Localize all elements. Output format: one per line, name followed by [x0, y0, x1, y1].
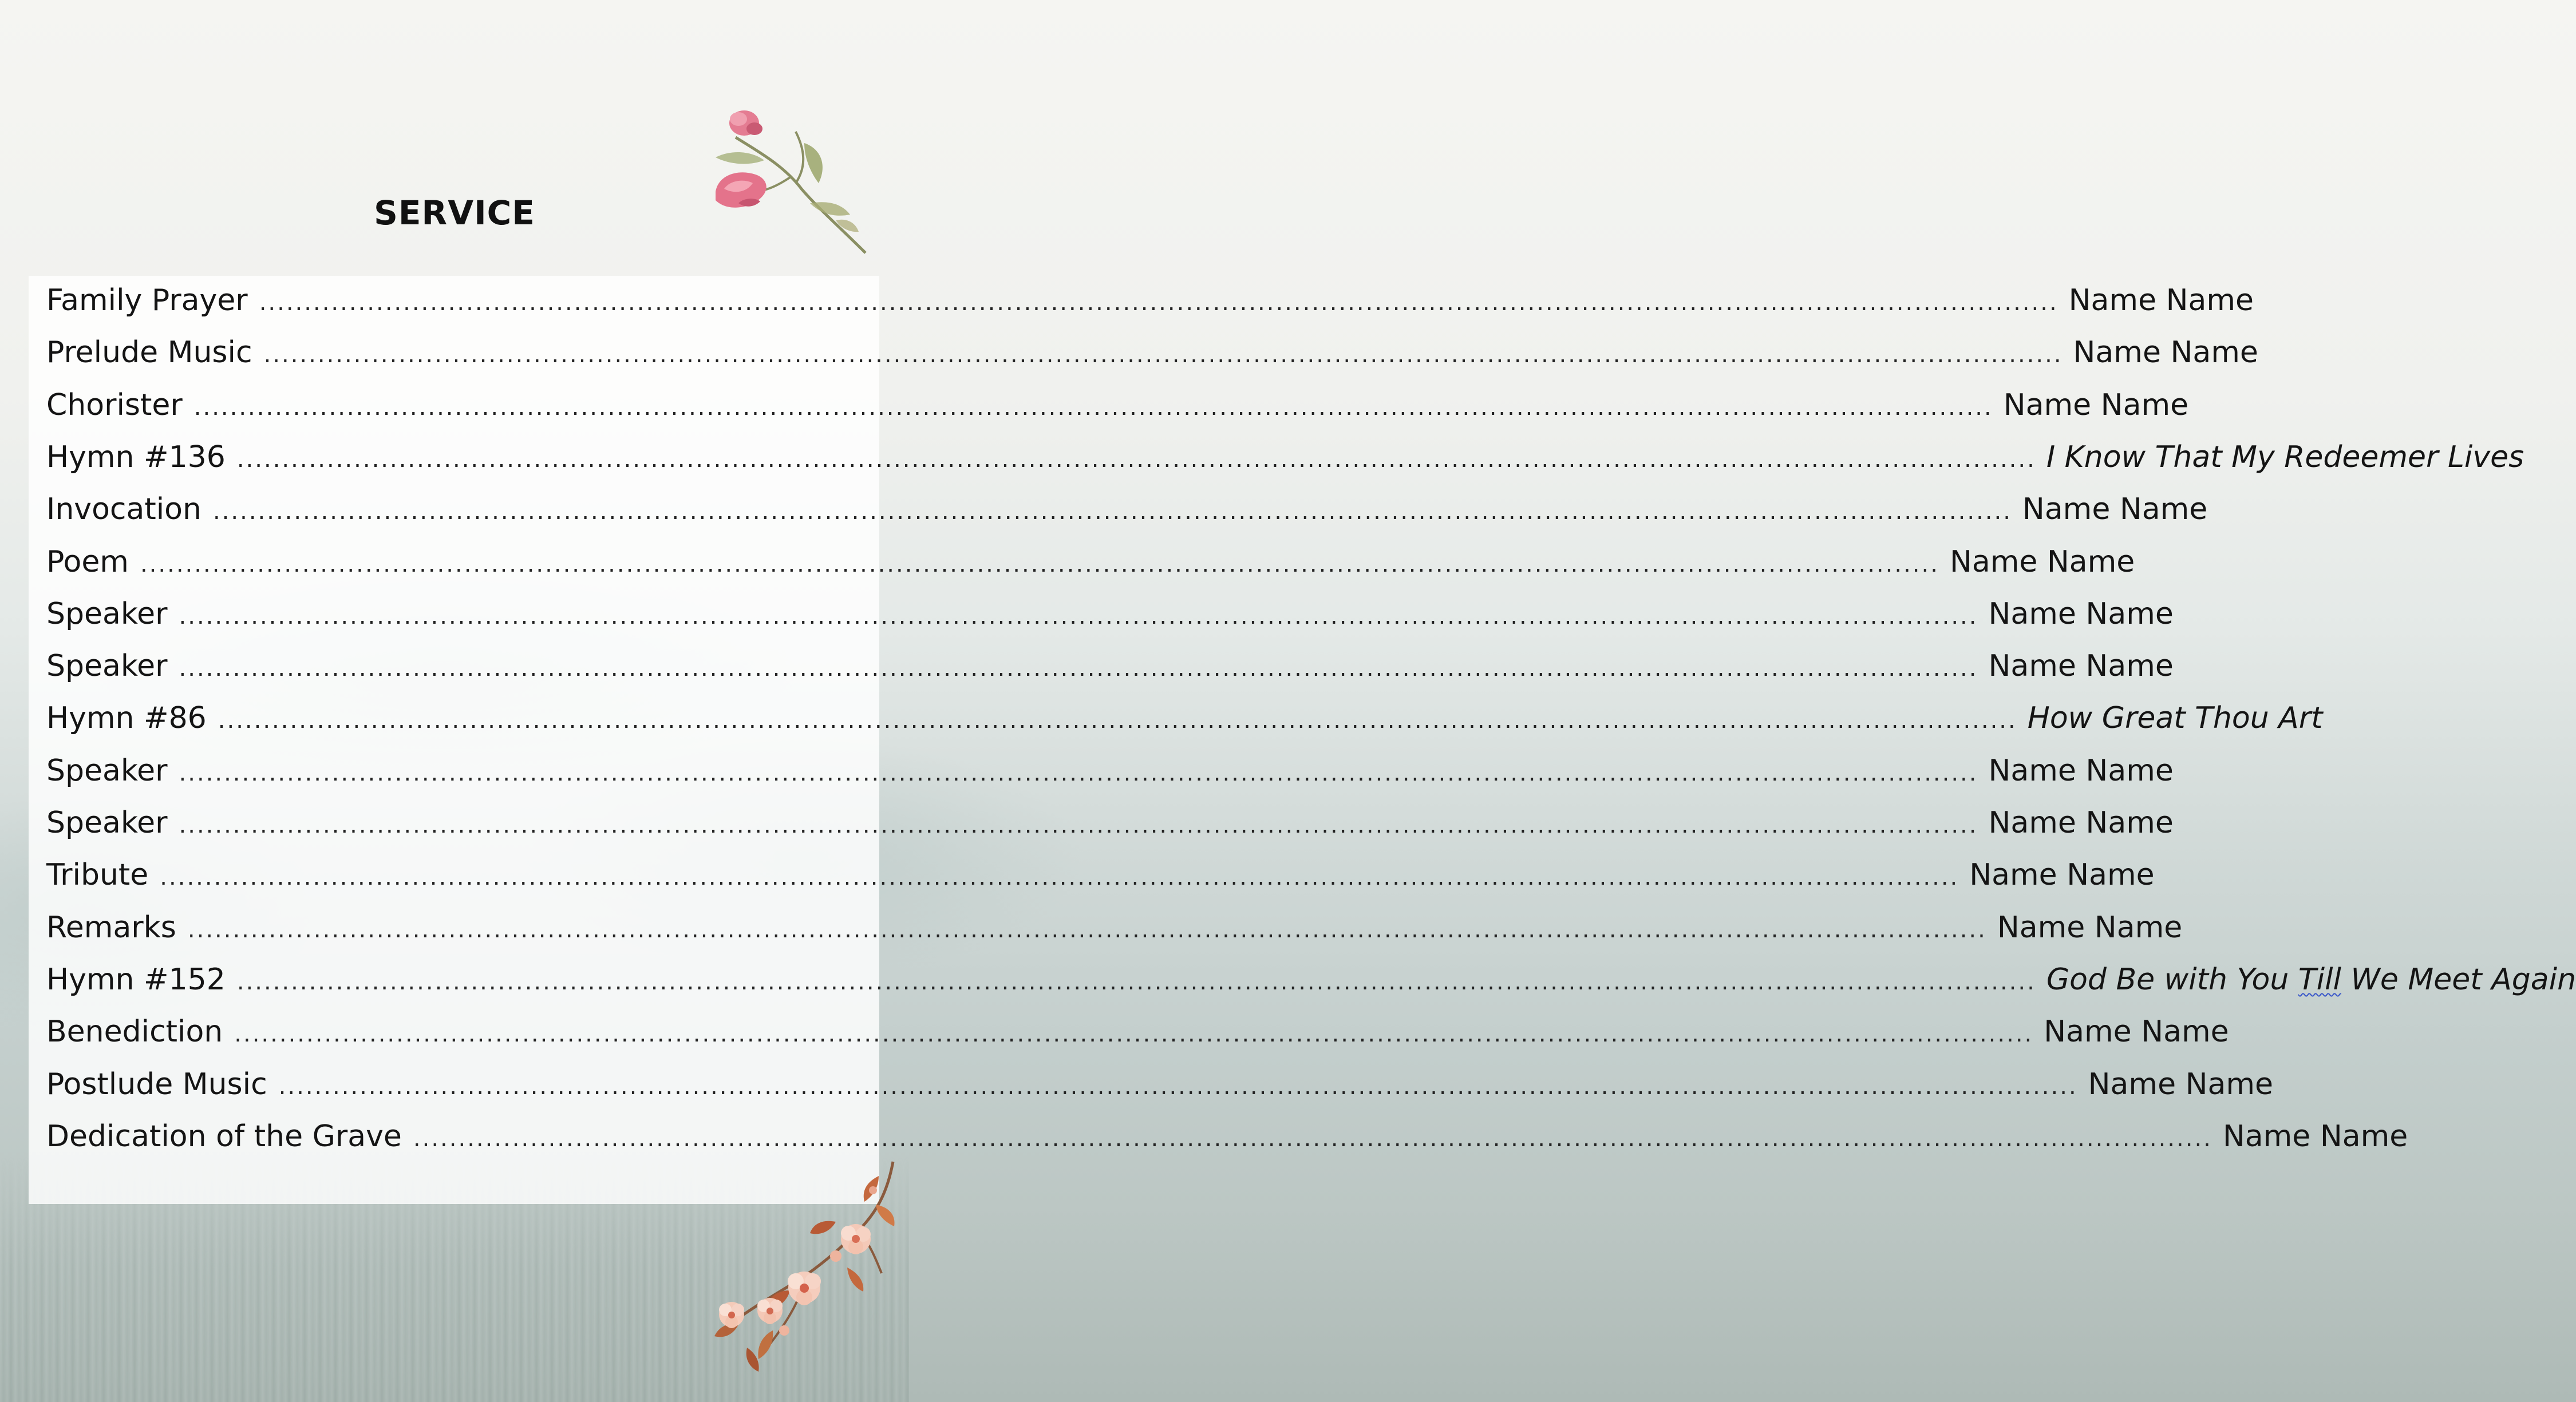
participant-name: Name Name [2044, 1015, 2229, 1049]
dot-leader: ........................................................................................................................................................................................................ [140, 550, 1939, 577]
participant-name: Name Name [2073, 335, 2258, 370]
program-row [46, 437, 2524, 477]
program-item-label: Tribute [46, 858, 149, 893]
program-row [46, 594, 2174, 634]
program-row [46, 855, 2155, 895]
participant-name: Name Name [2022, 492, 2208, 527]
dot-leader: ........................................................................................................................................................................................................ [218, 707, 2017, 734]
service-program-panel [29, 276, 2576, 1204]
dot-leader: ........................................................................................................................................................................................................ [234, 1021, 2034, 1048]
dot-leader: ........................................................................................................................................................................................................ [263, 342, 2063, 369]
dot-leader: ........................................................................................................................................................................................................ [179, 759, 1978, 786]
hymn-title: I Know That My Redeemer Lives [2046, 439, 2524, 474]
participant-name: Name Name [1969, 858, 2155, 893]
program-row [46, 960, 2576, 1000]
participant-name: Name Name [2068, 283, 2254, 318]
program-item-label: Speaker [46, 753, 168, 788]
page-title: SERVICE [374, 193, 535, 232]
participant-name: Name Name [2222, 1119, 2408, 1154]
program-item-label: Speaker [46, 806, 168, 840]
participant-name: Name Name [1988, 806, 2174, 840]
program-row [46, 803, 2174, 843]
dot-leader: ........................................................................................................................................................................................................ [413, 1125, 2212, 1152]
program-row [46, 1012, 2229, 1052]
participant-name: Name Name [1988, 753, 2174, 788]
program-item-label: Hymn #152 [46, 962, 226, 997]
dot-leader: ........................................................................................................................................................................................................ [179, 655, 1978, 682]
program-item-label: Benediction [46, 1015, 223, 1049]
participant-name: Name Name [1949, 544, 2135, 579]
participant-name: Name Name [2088, 1067, 2274, 1102]
program-row [46, 698, 2323, 738]
participant-name: Name Name [1988, 649, 2174, 684]
program-item-label: Remarks [46, 910, 176, 945]
dot-leader: ........................................................................................................................................................................................................ [212, 498, 2012, 525]
dot-leader: ........................................................................................................................................................................................................ [179, 603, 1978, 629]
participant-name: Name Name [1988, 596, 2174, 631]
program-row [46, 751, 2174, 791]
program-row [46, 1064, 2274, 1104]
dot-leader: ........................................................................................................................................................................................................ [236, 968, 2036, 995]
hymn-title: How Great Thou Art [2027, 701, 2323, 736]
program-row [46, 280, 2254, 320]
program-row [46, 385, 2189, 425]
program-item-label: Postlude Music [46, 1067, 267, 1102]
program-item-label: Chorister [46, 387, 183, 422]
dot-leader: ........................................................................................................................................................................................................ [179, 812, 1978, 838]
pink-flower-branch-illustration [704, 103, 876, 258]
program-item-label: Prelude Music [46, 335, 252, 370]
dot-leader: ........................................................................................................................................................................................................ [278, 1073, 2078, 1100]
program-item-label: Poem [46, 544, 129, 579]
spellcheck-flagged-word: Till [2298, 962, 2341, 997]
program-item-label: Invocation [46, 492, 202, 527]
program-row [46, 489, 2208, 529]
program-row [46, 542, 2135, 582]
dot-leader: ........................................................................................................................................................................................................ [187, 916, 1987, 943]
dot-leader: ........................................................................................................................................................................................................ [236, 446, 2036, 473]
dot-leader: ........................................................................................................................................................................................................ [160, 864, 1959, 891]
program-item-label: Speaker [46, 649, 168, 684]
dot-leader: ........................................................................................................................................................................................................ [259, 290, 2059, 316]
participant-name: Name Name [2003, 387, 2189, 422]
program-item-label: Hymn #86 [46, 701, 207, 736]
program-row [46, 646, 2174, 686]
dot-leader: ........................................................................................................................................................................................................ [193, 394, 1993, 421]
program-item-label: Family Prayer [46, 283, 248, 318]
program-row [46, 908, 2183, 948]
program-item-label: Hymn #136 [46, 439, 226, 474]
program-item-label: Dedication of the Grave [46, 1119, 402, 1154]
program-row [46, 1116, 2408, 1157]
participant-name: Name Name [1997, 910, 2183, 945]
peach-blossom-branch-illustration [704, 1159, 899, 1376]
program-row [46, 332, 2258, 373]
program-item-label: Speaker [46, 596, 168, 631]
hymn-title: God Be with You Till We Meet Again [2046, 962, 2576, 997]
